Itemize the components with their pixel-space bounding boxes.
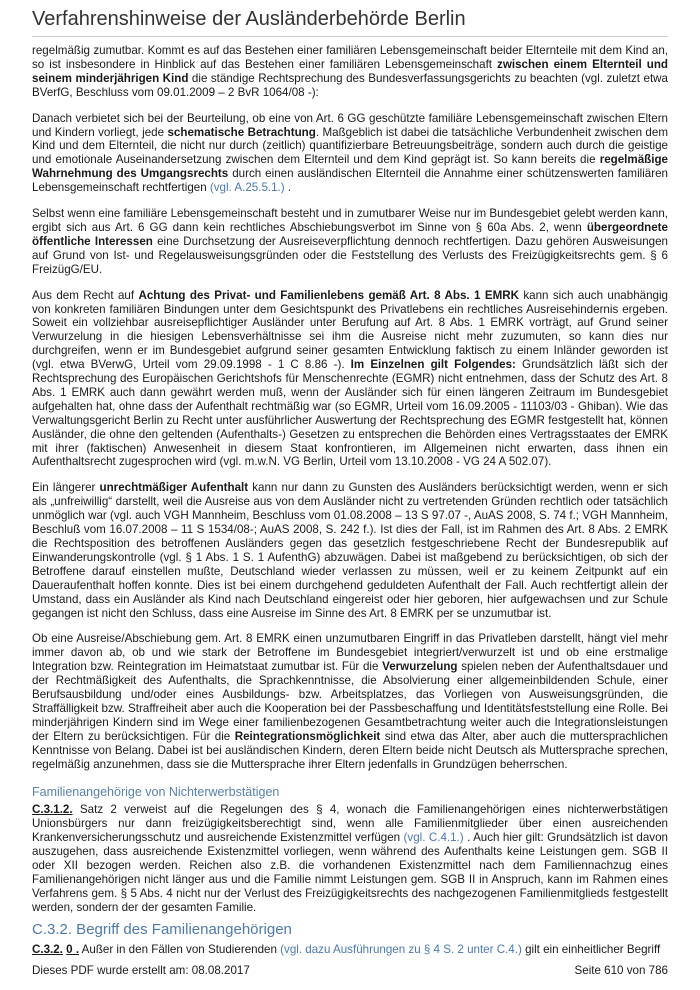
paragraph <box>32 481 668 620</box>
paragraph-number-link[interactable]: 0 . <box>66 942 80 956</box>
text: kann nur dann zu Gunsten des Ausländers berücksichtigt werden, wenn er sich als „unfreiwillig“ darstellt, weil die Ausreise aus von dem Ausländer nicht zu vertretenden Gründen rechtlich oder tatsächlich unmöglich war (vgl. auch VGH Mannheim, Beschluss vom 01.08.2008 – 13 S 97.07 -, AuAS 2008, S. 74 f.; VGH Mannheim, Beschluß vom 16.07.2008 – 11 S 1534/08-; AuAS 2008, S. 242 f.). Ist dies der Fall, ist im Rahmen des Art. 8 Abs. 2 EMRK die Rechtsposition des betroffenen Ausländers gegen das gesetzlich festgeschriebene Recht der Bundesrepublik auf Einwanderungskontrolle (vgl. § 1 Abs. 1 S. 1 AufenthG) abzuwägen. Dabei ist maßgebend zu berücksichtigen, ob sich der Betroffene darauf einstellen mußte, Deutschland wieder verlassen zu müssen, weil er zu keinem Zeitpunkt auf ein Daueraufenthalt hoffen konnte. Dies ist bei einem durchgehend geduldeten Aufenthalt der Fall. Auch rechtfertigt allein der Umstand, dass ein Ausländer als Kind nach Deutschland eingereist oder hier geboren, hier aufgewachsen und zur Schule gegangen ist nicht den Schluss, dass eine Ausreise im Sinne des Art. 8 EMRK per se unzumutbar ist. <box>32 481 668 620</box>
section-heading: C.3.2. Begriff des Familienangehörigen <box>32 920 292 938</box>
text: Grundsätzlich läßt sich der Rechtsprechung des Europäischen Gerichtshofs für Menschenrechte (EGMR) nicht entnehmen, dass der Schutz des Art. 8 Abs. 1 EMRK auch dann gewährt werden muß, wenn der Ausländer sich für einen längeren Zeitraum im Bundesgebiet aufgehalten hat, ohne dass der Aufenthalt rechtmäßig war (so EGMR, Urteil vom 16.09.2005 - 11103/03 - Ghiban). Wie das Verwaltungsgericht Berlin zu Recht unter ausführlicher Auswertung der Rechtsprechung des EGMR festgestellt hat, können Ausländer, die ohne den geltenden (Aufenthalts-) Gesetzen zu entsprechen die Behörden eines Vertragsstaates der EMRK mit ihrer (faktischen) Anwesenheit in diesem Staat konfrontieren, im Allgemeinen nicht erwarten, dass ihnen ein Aufenthaltsrecht zugesprochen wird (vgl. m.w.N. VG Berlin, Urteil vom 13.10.2008 - VG 24 A 502.07). <box>32 358 668 469</box>
cross-reference-link[interactable]: (vgl. dazu Ausführungen zu § 4 S. 2 unter C.4.) <box>280 942 522 956</box>
text: Danach verbietet sich bei der Beurteilung, ob eine von Art. 6 GG geschützte familiäre Lebensgemeinschaft zwischen Eltern und Kindern vorliegt, jede <box>32 111 668 139</box>
text: Selbst wenn eine familiäre Lebensgemeinschaft besteht und in zumutbarer Weise nur im Bundesgebiet gelebt werden kann, ergibt sich aus Art. 6 GG dann kein rechtliches Abschiebungsverbot im Sinne von § 60a Abs. 2, wenn <box>32 207 668 234</box>
cross-reference-link[interactable]: (vgl. C.4.1.) <box>403 831 464 845</box>
page-header <box>32 8 668 37</box>
text: regelmäßig zumutbar. Kommt es auf das Bestehen einer familiären Lebensgemeinschaft beider Elternteile mit dem Kind an, so ist insbesondere in Hinblick auf das Bestehen einer familiären Lebensgemeinschaft <box>32 44 668 71</box>
section-number-link[interactable]: C.3.1.2. <box>32 803 73 817</box>
cross-reference-link[interactable]: (vgl. A.25.5.1.) <box>209 181 285 195</box>
text: gilt ein einheitlicher Begriff <box>521 942 661 956</box>
text: Satz 2 verweist auf die Regelungen des § 4, wonach die Familienangehörigen eines nichterwerbstätigen Unionsbürgers nur dann freizügigkeitsberechtigt sind, wenn alle Familienmitglieder über einen ausreichenden Krankenversicherungsschutz und ausreichende Existenzmittel verfügen <box>32 803 668 845</box>
page-number: Seite 610 von 786 <box>574 964 668 977</box>
paragraph <box>32 112 668 195</box>
text: sind etwa das Alter, aber auch die muttersprachlichen Kenntnisse von Belang. Dabei ist bei ausländischen Kindern, deren Eltern beide nicht Deutsch als Muttersprache sprechen, regelmäßig anzunehmen, dass sie die Muttersprache ihrer Eltern jedenfalls in Grundzügen beherrschen. <box>32 729 668 771</box>
emphasis: Verwurzelung <box>382 660 458 674</box>
document-body <box>32 44 668 968</box>
text: durch einen ausländischen Elternteil die Annahme einer schützenswerten familiären Lebensgemeinschaft rechtfertigen <box>32 167 669 195</box>
text: kann sich auch unabhängig von konkreten familiären Bindungen unter dem Gesichtspunkt des Privatlebens ein rechtliches Ausreisehindernis ergeben. Soweit ein vollziehbar ausreisepflichtiger Ausländer unter Berufung auf Art. 8 Abs. 1 EMRK vorträgt, auf Grund seiner Verwurzelung in die hiesigen Lebensverhältnisse sei ihm die Ausreise nicht mehr zuzumuten, so kann dies nur durchgreifen, wenn er im Bundesgebiet aufgrund seiner gesamten Entwicklung faktisch zu einem Inländer geworden ist (vgl. etwa BVerwG, Urteil vom 29.09.1998 - 1 C 8.86 -). <box>32 288 669 372</box>
creation-date: Dieses PDF wurde erstellt am: 08.08.2017 <box>32 964 250 977</box>
text: Ob eine Ausreise/Abschiebung gem. Art. 8 EMRK einen unzumutbaren Eingriff in das Privatleben darstellt, hängt viel mehr immer davon ab, ob und wie stark der Betroffene im Bundesgebiet integriert/verwurzelt ist und ob eine erstmalige Integration bzw. Reintegration im Heimatstaat zumutbar ist. Für die <box>32 632 668 674</box>
text: die ständige Rechtsprechung des Bundesverfassungsgerichts zu beachten (vgl. zuletzt etwa BVerfG, Beschluss vom 09.01.2009 – 2 BvR 1064/08 -): <box>32 71 668 99</box>
page-title: Verfahrenshinweise der Ausländerbehörde Berlin <box>32 8 466 30</box>
page-footer <box>32 964 668 977</box>
section-number-link[interactable]: C.3.2. <box>32 942 63 956</box>
emphasis: Reintegrationsmöglichkeit <box>234 729 381 743</box>
emphasis: schematische Betrachtung <box>167 125 316 139</box>
paragraph <box>32 803 668 914</box>
text: Aus dem Recht auf <box>32 288 139 302</box>
paragraph <box>32 44 668 100</box>
paragraph <box>32 632 668 771</box>
subheading: Familienangehörige von Nichterwerbstätigen <box>32 784 280 799</box>
emphasis: regelmäßige Wahrnehmung des Umgangsrechts <box>32 153 668 181</box>
text: Außer in den Fällen von Studierenden <box>79 942 281 956</box>
text: eine Durchsetzung der Ausreiseverpflichtung dennoch rechtfertigen. Dazu gehören Ausweisungen auf Grund von Ist- und Regelausweisungsgründen oder die Feststellung des Verlusts des Freizügigkeitsrechts gem. § 6 FreizügG/EU. <box>32 234 668 276</box>
paragraph <box>32 207 668 277</box>
emphasis: übergeordnete öffentliche Interessen <box>32 220 668 248</box>
text: . Maßgeblich ist dabei die tatsächliche Verbundenheit zwischen dem Kind und dem Elternteil, die nicht nur durch (zeitlich) quantifizierbare Betreuungsbeiträge, sondern auch durch die geistige und emotionale Auseinandersetzung zwischen dem Elternteil und dem Kind geprägt ist. So kann bereits die <box>32 125 668 167</box>
text: spielen neben der Aufenthaltsdauer und der Rechtmäßigkeit des Aufenthalts, die Sprachkenntnisse, die Absolvierung einer allgemeinbildenden Schule, einer Berufsausbildung und/oder eines Ausbildungs- bzw. Arbeitsplatzes, das Vorliegen von Ausweisungsgründen, die Straffälligkeit bzw. Straffreiheit aber auch die Kooperation bei der Passbeschaffung und Identitätsfeststellung eine Rolle. Bei minderjährigen Kindern sind im Wege einer familienbezogenen Gesamtbetrachtung weiter auch die Integrationsleistungen der Eltern zu berücksichtigen. Für die <box>32 660 668 743</box>
paragraph <box>32 289 668 470</box>
text: . <box>284 181 292 195</box>
paragraph <box>32 943 668 957</box>
emphasis: Im Einzelnen gilt Folgendes: <box>350 358 516 372</box>
emphasis: Achtung des Privat- und Familienlebens gemäß Art. 8 Abs. 1 EMRK <box>138 288 519 302</box>
emphasis: unrechtmäßiger Aufenthalt <box>99 481 249 495</box>
text: . Auch hier gilt: Grundsätzlich ist davon auszugehen, dass ausreichende Existenzmittel vorliegen, wenn während des Aufenthalts keine Leistungen gem. SGB II oder XII bezogen werden. Reichen also z.B. die vorhandenen Existenzmittel nach dem Familiennachzug eines Familienangehörigen nicht länger aus und die Familie nimmt Leistungen gem. SGB II in Anspruch, kann im Rahmen eines Verfahrens gem. § 5 Abs. 4 nicht nur der Verlust des Freizügigkeitsrechts des nachgezogenen Familienmitglieds festgestellt werden, sondern der der gesamten Familie. <box>32 831 669 914</box>
emphasis: zwischen einem Elternteil und seinem minderjährigen Kind <box>32 57 668 85</box>
text: Ein längerer <box>32 481 100 495</box>
